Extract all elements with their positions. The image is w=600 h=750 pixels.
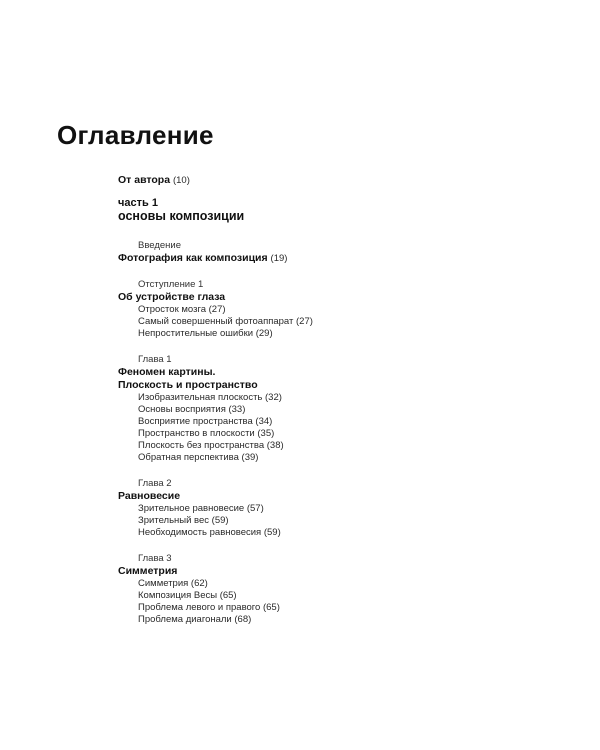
toc-subitem[interactable]: Зрительный вес (59)	[138, 515, 229, 526]
toc-subitem[interactable]: Отросток мозга (27)	[138, 304, 226, 315]
part-label: часть 1	[118, 197, 158, 209]
toc-entry-author[interactable]	[118, 174, 558, 187]
toc-subitems	[118, 578, 558, 626]
toc-subitems	[118, 304, 558, 340]
section-kicker: Отступление 1	[138, 279, 204, 290]
toc-page-number: (10)	[172, 175, 190, 186]
toc-entry-title: От автора	[118, 174, 171, 186]
toc-entry-chapter1-line2[interactable]: Плоскость и пространство	[118, 379, 258, 391]
toc-subitem[interactable]: Зрительное равновесие (57)	[138, 503, 264, 514]
toc-entry-chapter2[interactable]: Равновесие	[118, 490, 181, 502]
toc-entry-chapter1-line1[interactable]: Феномен картины.	[118, 366, 216, 378]
toc-subitems	[118, 392, 558, 464]
section-kicker: Введение	[138, 240, 182, 251]
toc-subitem[interactable]: Необходимость равновесия (59)	[138, 527, 281, 538]
toc-entry-digression1[interactable]: Об устройстве глаза	[118, 291, 226, 303]
section-kicker: Глава 3	[138, 553, 172, 564]
part-title: основы композиции	[118, 209, 245, 223]
toc-entry-title: Фотография как композиция	[118, 252, 268, 264]
toc-subitem[interactable]: Основы восприятия (33)	[138, 404, 246, 415]
toc-subitem[interactable]: Изобразительная плоскость (32)	[138, 392, 282, 403]
toc-subitem[interactable]: Плоскость без пространства (38)	[138, 440, 284, 451]
toc-subitem[interactable]: Обратная перспектива (39)	[138, 452, 259, 463]
toc-subitem[interactable]: Проблема диагонали (68)	[138, 614, 252, 625]
toc-subitems	[118, 503, 558, 539]
toc-entry-intro[interactable]	[118, 252, 558, 265]
toc-subitem[interactable]: Непростительные ошибки (29)	[138, 328, 273, 339]
toc-subitem[interactable]: Проблема левого и правого (65)	[138, 602, 280, 613]
toc-subitem[interactable]: Самый совершенный фотоаппарат (27)	[138, 316, 313, 327]
section-kicker: Глава 1	[138, 354, 172, 365]
toc-subitem[interactable]: Композиция Весы (65)	[138, 590, 237, 601]
toc-subitem[interactable]: Восприятие пространства (34)	[138, 416, 273, 427]
toc-subitem[interactable]: Симметрия (62)	[138, 578, 208, 589]
table-of-contents	[118, 174, 558, 626]
toc-subitem[interactable]: Пространство в плоскости (35)	[138, 428, 275, 439]
toc-page-number: (19)	[270, 253, 288, 264]
section-kicker: Глава 2	[138, 478, 172, 489]
toc-section-intro	[118, 240, 558, 252]
page-title: Оглавление	[57, 120, 214, 150]
toc-entry-chapter3[interactable]: Симметрия	[118, 565, 178, 577]
